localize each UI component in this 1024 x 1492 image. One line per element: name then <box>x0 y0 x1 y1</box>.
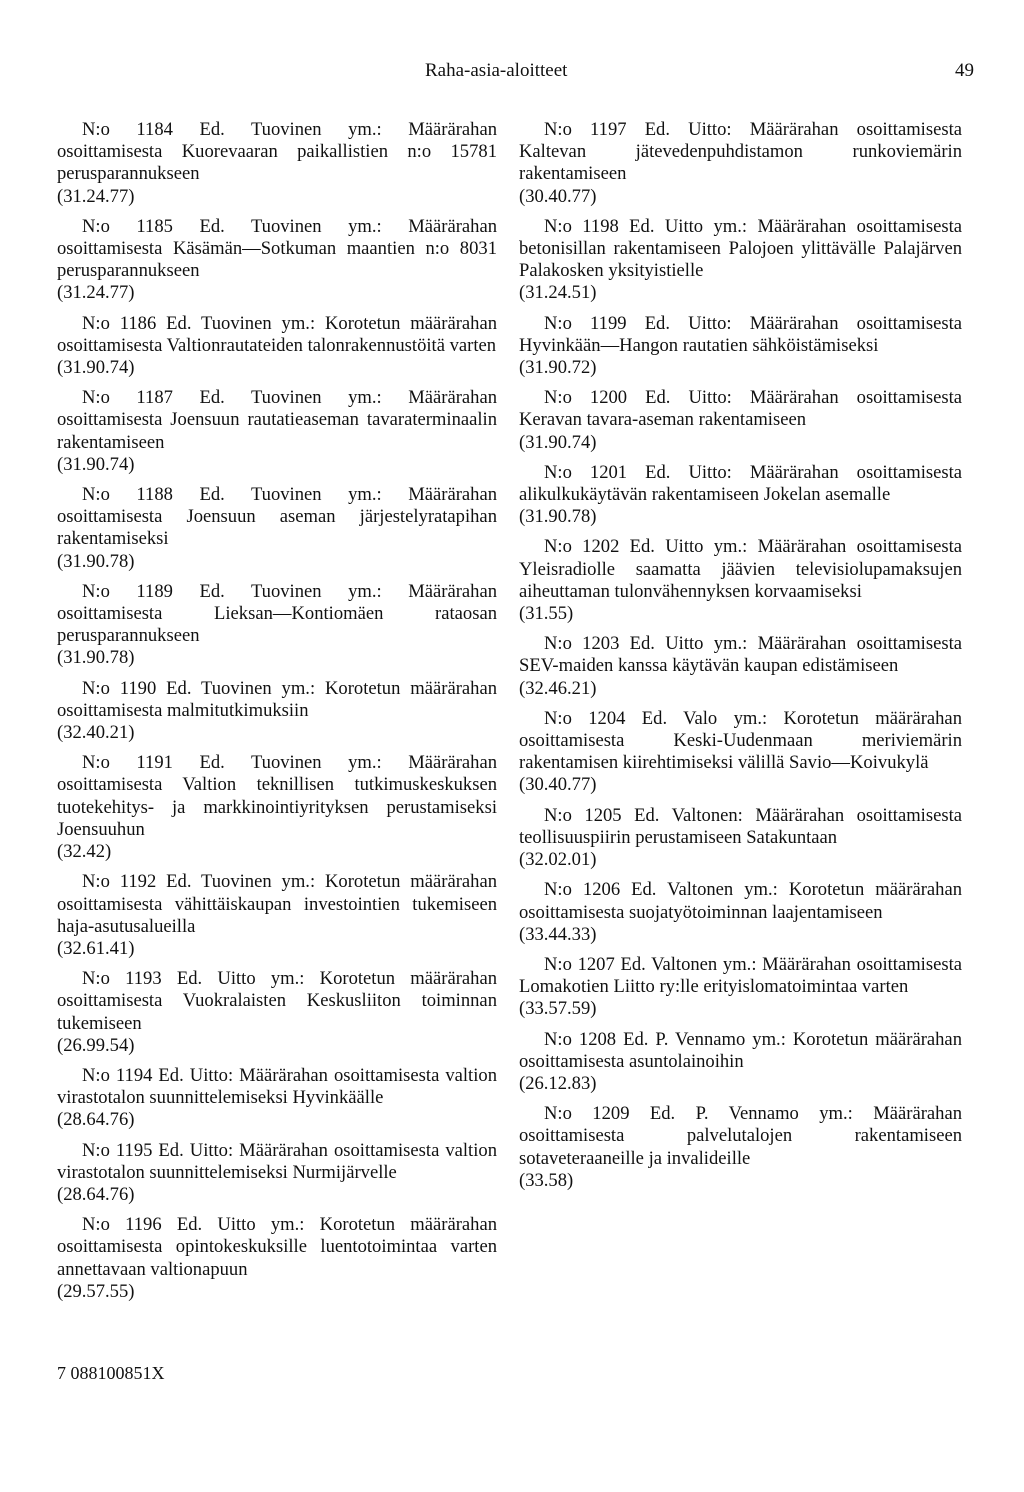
entry-reference: (30.40.77) <box>519 774 597 796</box>
entry-reference: (33.57.59) <box>519 998 597 1020</box>
entry-reference: (33.58) <box>519 1169 574 1191</box>
entry-text: N:o 1197 Ed. Uitto: Määrärahan osoittamisesta Kaltevan jätevedenpuhdistamon runkoviemärin rakentamiseen <box>519 119 962 185</box>
entry-reference: (32.46.21) <box>519 677 597 699</box>
printer-code: 7 088100851X <box>57 1363 165 1383</box>
list-item <box>57 752 497 863</box>
entry-text: N:o 1204 Ed. Valo ym.: Korotetun määrärahan osoittamisesta Keski-Uudenmaan meriviemärin rakentamisen kiirehtimiseksi välillä Savio—Koivukylä <box>519 707 962 774</box>
entry-text: N:o 1187 Ed. Tuovinen ym.: Määrärahan osoittamisesta Joensuun rautatieaseman tavaraterminaalin rakentamiseen <box>57 387 497 453</box>
entry-reference: (32.61.41) <box>57 937 135 959</box>
entry-reference: (28.64.76) <box>57 1109 135 1131</box>
entry-text: N:o 1207 Ed. Valtonen ym.: Määrärahan osoittamisesta Lomakotien Liitto ry:lle erityislomatoimintaa varten <box>519 953 962 998</box>
entry-reference: (29.57.55) <box>57 1280 135 1302</box>
list-item <box>57 387 497 476</box>
page-header <box>0 60 1024 90</box>
entry-text: N:o 1196 Ed. Uitto ym.: Korotetun määrärahan osoittamisesta opintokeskuksille luentotoimintaa varten annettavaan valtionapuun <box>57 1214 497 1280</box>
entry-reference: (31.24.77) <box>57 282 135 304</box>
entry-reference: (28.64.76) <box>57 1183 135 1205</box>
list-item <box>519 387 962 454</box>
entry-text: N:o 1202 Ed. Uitto ym.: Määrärahan osoittamisesta Yleisradiolle saamatta jäävien televisiolupamaksujen aiheuttaman tulonvähennyksen korvaamiseksi <box>519 536 962 602</box>
entry-reference: (26.12.83) <box>519 1072 597 1094</box>
entry-reference: (31.90.72) <box>519 357 597 379</box>
entry-reference: (32.02.01) <box>519 849 597 871</box>
entry-text: N:o 1199 Ed. Uitto: Määrärahan osoittamisesta Hyvinkään—Hangon rautatien sähköistämiseksi <box>519 312 962 356</box>
entry-reference: (30.40.77) <box>519 185 597 207</box>
entry-text: N:o 1189 Ed. Tuovinen ym.: Määrärahan osoittamisesta Lieksan—Kontiomäen rataosan perusparannukseen <box>57 580 497 647</box>
entry-text: N:o 1192 Ed. Tuovinen ym.: Korotetun määrärahan osoittamisesta vähittäiskaupan investointien tukemiseen haja-asutusalueilla <box>57 871 497 937</box>
entry-reference: (31.55) <box>519 603 574 625</box>
list-item <box>519 1029 962 1096</box>
list-item <box>57 1140 497 1207</box>
list-item <box>519 536 962 625</box>
entry-reference: (26.99.54) <box>57 1034 135 1056</box>
list-item <box>57 678 497 745</box>
entry-reference: (31.90.74) <box>57 357 135 379</box>
entry-text: N:o 1201 Ed. Uitto: Määrärahan osoittamisesta alikulkukäytävän rakentamiseen Jokelan asemalle <box>519 461 962 506</box>
entry-reference: (31.90.74) <box>519 431 597 453</box>
entry-reference: (31.24.51) <box>519 282 597 304</box>
list-item <box>57 581 497 670</box>
list-item <box>519 805 962 872</box>
list-item <box>519 708 962 797</box>
running-title: Raha-asia-aloitteet <box>425 60 568 81</box>
entry-text: N:o 1190 Ed. Tuovinen ym.: Korotetun määrärahan osoittamisesta malmitutkimuksiin <box>57 677 497 721</box>
entry-text: N:o 1194 Ed. Uitto: Määrärahan osoittamisesta valtion virastotalon suunnittelemiseksi Hyvinkäälle <box>57 1064 497 1109</box>
right-column <box>519 119 962 1200</box>
page-number: 49 <box>955 60 974 81</box>
entry-reference: (32.42) <box>57 841 112 863</box>
list-item <box>57 216 497 305</box>
list-item <box>519 633 962 700</box>
entry-reference: (31.90.78) <box>519 506 597 528</box>
list-item <box>519 879 962 946</box>
entry-reference: (31.24.77) <box>57 185 135 207</box>
entry-text: N:o 1184 Ed. Tuovinen ym.: Määrärahan osoittamisesta Kuorevaaran paikallistien n:o 15781 perusparannukseen <box>57 119 497 185</box>
list-item <box>519 954 962 1021</box>
list-item <box>57 968 497 1057</box>
list-item <box>57 871 497 960</box>
list-item <box>57 1214 497 1303</box>
entry-text: N:o 1208 Ed. P. Vennamo ym.: Korotetun määrärahan osoittamisesta asuntolainoihin <box>519 1028 962 1072</box>
entry-reference: (31.90.74) <box>57 453 135 475</box>
entry-text: N:o 1206 Ed. Valtonen ym.: Korotetun määrärahan osoittamisesta suojatyötoiminnan laajentamiseen <box>519 879 962 923</box>
list-item <box>519 313 962 380</box>
entry-text: N:o 1209 Ed. P. Vennamo ym.: Määrärahan osoittamisesta palvelutalojen rakentamiseen sotaveteraaneille ja invalideille <box>519 1103 962 1169</box>
entry-reference: (31.90.78) <box>57 550 135 572</box>
entry-text: N:o 1198 Ed. Uitto ym.: Määrärahan osoittamisesta betonisillan rakentamiseen Palojoen ylittävälle Palajärven Palakosken yksityistielle <box>519 215 962 282</box>
list-item <box>57 1065 497 1132</box>
entry-text: N:o 1186 Ed. Tuovinen ym.: Korotetun määrärahan osoittamisesta Valtionrautateiden talonrakennustöitä varten <box>57 312 497 356</box>
entry-text: N:o 1203 Ed. Uitto ym.: Määrärahan osoittamisesta SEV-maiden kanssa käytävän kaupan edistämiseen <box>519 633 962 677</box>
list-item <box>57 313 497 380</box>
list-item <box>57 119 497 208</box>
list-item <box>519 119 962 208</box>
list-item <box>57 484 497 573</box>
entry-text: N:o 1195 Ed. Uitto: Määrärahan osoittamisesta valtion virastotalon suunnittelemiseksi Nurmijärvelle <box>57 1139 497 1183</box>
entry-text: N:o 1191 Ed. Tuovinen ym.: Määrärahan osoittamisesta Valtion teknillisen tutkimuskeskuksen tuotekehitys- ja markkinointiyrityksen perustamiseksi Joensuuhun <box>57 752 497 840</box>
list-item <box>519 1103 962 1192</box>
entry-reference: (31.90.78) <box>57 647 135 669</box>
entry-text: N:o 1200 Ed. Uitto: Määrärahan osoittamisesta Keravan tavara-aseman rakentamiseen <box>519 387 962 431</box>
list-item <box>519 462 962 529</box>
entry-text: N:o 1188 Ed. Tuovinen ym.: Määrärahan osoittamisesta Joensuun aseman järjestelyratapihan rakentamiseksi <box>57 484 497 550</box>
entry-reference: (33.44.33) <box>519 923 597 945</box>
left-column <box>57 119 497 1311</box>
entry-reference: (32.40.21) <box>57 722 135 744</box>
entry-text: N:o 1193 Ed. Uitto ym.: Korotetun määrärahan osoittamisesta Vuokralaisten Keskusliiton toiminnan tukemiseen <box>57 968 497 1034</box>
entry-text: N:o 1205 Ed. Valtonen: Määrärahan osoittamisesta teollisuuspiirin perustamiseen Satakuntaan <box>519 804 962 848</box>
entry-text: N:o 1185 Ed. Tuovinen ym.: Määrärahan osoittamisesta Käsämän—Sotkuman maantien n:o 8031 perusparannukseen <box>57 215 497 282</box>
list-item <box>519 216 962 305</box>
